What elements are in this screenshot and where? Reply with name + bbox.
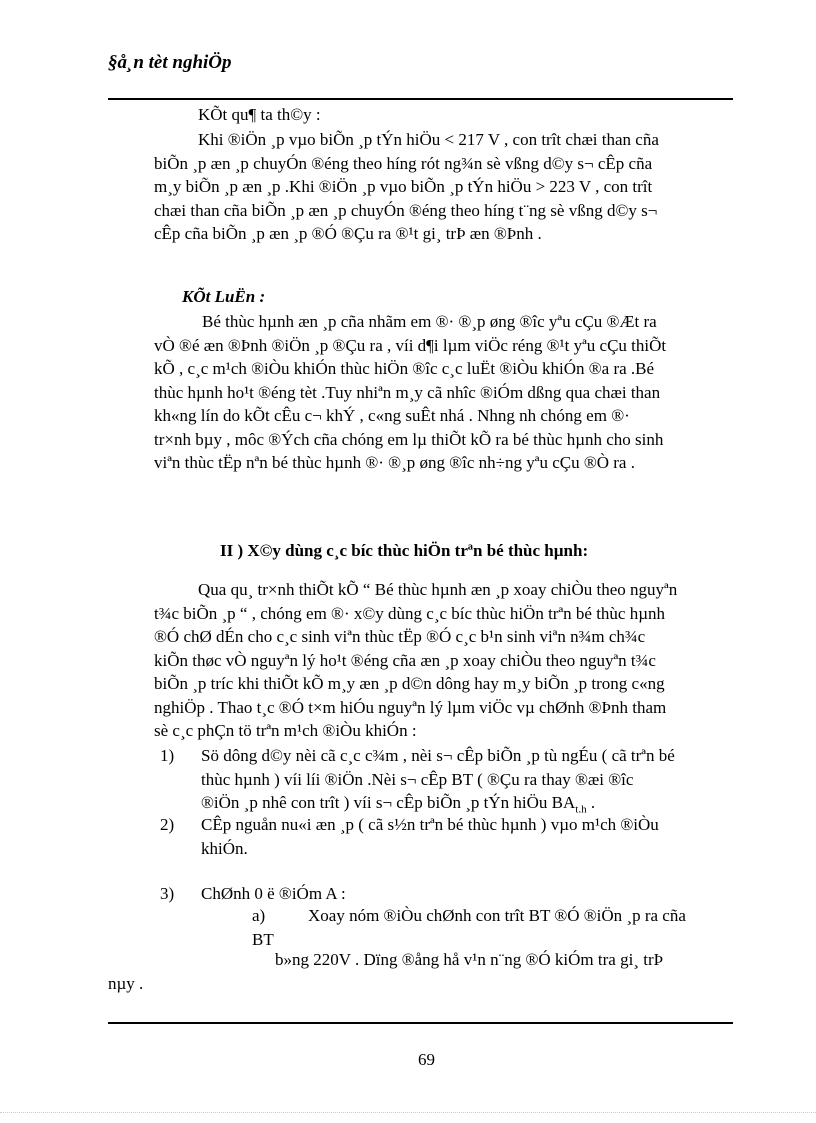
result-intro: KÕt qu¶ ta th©y : bbox=[198, 105, 321, 124]
sub-item-label: a) bbox=[252, 906, 266, 925]
text-line: Xoay nóm ®iÒu chØnh con trît BT ®Ó ®iÖn ¸p ra cña bbox=[308, 906, 686, 925]
section-heading: II ) X©y dùng c¸c bíc thùc hiÖn trªn bé thùc hµnh: bbox=[220, 541, 589, 560]
text-line: Khi ®iÖn ¸p vµo biÕn ¸p tÝn hiÖu < 217 V , con trît chæi than cña bbox=[198, 130, 659, 149]
text-line: m¸y biÕn ¸p æn ¸p .Khi ®iÖn ¸p vµo biÕn ¸p tÝn hiÖu > 223 V , con trît bbox=[154, 177, 653, 196]
footer-rule bbox=[108, 1022, 733, 1024]
text-line: ChØnh 0 ë ®iÓm A : bbox=[201, 884, 346, 903]
running-header: §å¸n tèt nghiÖp bbox=[108, 52, 232, 73]
section-intro-paragraph bbox=[154, 578, 677, 743]
subscript: t.h bbox=[575, 803, 587, 816]
list-item-number: 3) bbox=[160, 884, 175, 903]
text-segment: . bbox=[586, 793, 596, 812]
text-line: Sö dông d©y nèi cã c¸c c¾m , nèi s¬ cÊp biÕn ¸p tù ngÉu ( cã trªn bé bbox=[201, 746, 675, 765]
text-line: thùc hµnh ho¹t ®éng tèt .Tuy nhiªn m¸y cã nhîc ®iÓm dßng qua chæi than bbox=[154, 382, 661, 402]
continuation-line: b»ng 220V . Dïng ®ång hå v¹n n¨ng ®Ó kiÓm tra gi¸ trÞ bbox=[275, 950, 664, 969]
text-line: tr×nh bµy , môc ®Ých cña chóng em lµ thiÕt kÕ ra bé thùc hµnh cho sinh bbox=[154, 429, 664, 449]
text-line: kiÕn thøc vÒ nguyªn lý ho¹t ®éng cña æn ¸p xoay chiÒu theo nguyªn t¾c bbox=[154, 650, 656, 670]
sub-list-item bbox=[252, 904, 686, 951]
text-line: Qua qu¸ tr×nh thiÕt kÕ “ Bé thùc hµnh æn ¸p xoay chiÒu theo nguyªn bbox=[198, 580, 678, 599]
text-line: thùc hµnh ) víi líi ®iÖn .Nèi s¬ cÊp BT ( ®Çu ra thay ®æi ®îc bbox=[201, 769, 634, 789]
text-line: nghiÖp . Thao t¸c ®Ó t×m hiÓu nguyªn lý lµm viÖc vµ chØnh ®Þnh tham bbox=[154, 697, 667, 717]
conclusion-heading: KÕt LuËn : bbox=[182, 287, 266, 306]
page-number: 69 bbox=[418, 1050, 435, 1069]
text-line: chæi than cña biÕn ¸p æn ¸p chuyÓn ®éng theo híng t¨ng sè vßng d©y s¬ bbox=[154, 200, 658, 220]
text-line: BT bbox=[252, 929, 274, 949]
text-line: ®Ó chØ dÉn cho c¸c sinh viªn thùc tËp ®Ó c¸c b¹n sinh viªn n¾m ch¾c bbox=[154, 627, 646, 646]
list-item-number: 1) bbox=[160, 746, 175, 765]
text-line: CÊp nguån nu«i æn ¸p ( cã s½n trªn bé thùc hµnh ) vµo m¹ch ®iÒu bbox=[201, 815, 659, 834]
continuation-line: nµy . bbox=[108, 974, 144, 993]
text-line: kh«ng lín do kÕt cÊu c¬ khÝ , c«ng suÊt nhá . Nhng nh chóng em ®· bbox=[154, 406, 630, 425]
text-line: viªn thùc tËp nªn bé thùc hµnh ®· ®¸p øng ®îc nh÷ng yªu cÇu ®Ò ra . bbox=[154, 453, 635, 472]
text-line: biÕn ¸p æn ¸p chuyÓn ®éng theo híng rót ng¾n sè vßng d©y s¬ cÊp cña bbox=[154, 153, 653, 173]
text-line: kÕ , c¸c m¹ch ®iÒu khiÓn thùc hiÖn ®îc c¸c luËt ®iÒu khiÓn ®a ra .Bé bbox=[154, 359, 655, 378]
header-rule bbox=[108, 98, 733, 100]
text-line: t¾c biÕn ¸p “ , chóng em ®· x©y dùng c¸c bíc thùc hiÖn trªn bé thùc hµnh bbox=[154, 603, 666, 623]
conclusion-paragraph bbox=[154, 310, 666, 475]
page-edge-divider bbox=[0, 1112, 816, 1113]
text-line: vÒ ®é æn ®Þnh ®iÖn ¸p ®Çu ra , víi d¶i lµm viÖc réng ®¹t yªu cÇu thiÕt bbox=[154, 335, 667, 355]
text-segment: ®iÖn ¸p nhê con trît ) víi s¬ cÊp biÕn ¸p tÝn hiÖu BA bbox=[201, 793, 576, 812]
text-line: sè c¸c phÇn tö trªn m¹ch ®iÒu khiÓn : bbox=[154, 721, 417, 740]
text-line: biÕn ¸p tríc khi thiÕt kÕ m¸y æn ¸p d©n dông hay m¸y biÕn ¸p trong c«ng bbox=[154, 674, 665, 693]
text-line: cÊp cña biÕn ¸p æn ¸p ®Ó ®Çu ra ®¹t gi¸ trÞ æn ®Þnh . bbox=[154, 224, 542, 243]
text-line: Bé thùc hµnh æn ¸p cña nhãm em ®· ®¸p øng ®îc yªu cÇu ®Æt ra bbox=[202, 312, 657, 331]
result-paragraph bbox=[154, 128, 659, 246]
list-item-number: 2) bbox=[160, 815, 175, 834]
text-line: khiÓn. bbox=[201, 838, 248, 858]
